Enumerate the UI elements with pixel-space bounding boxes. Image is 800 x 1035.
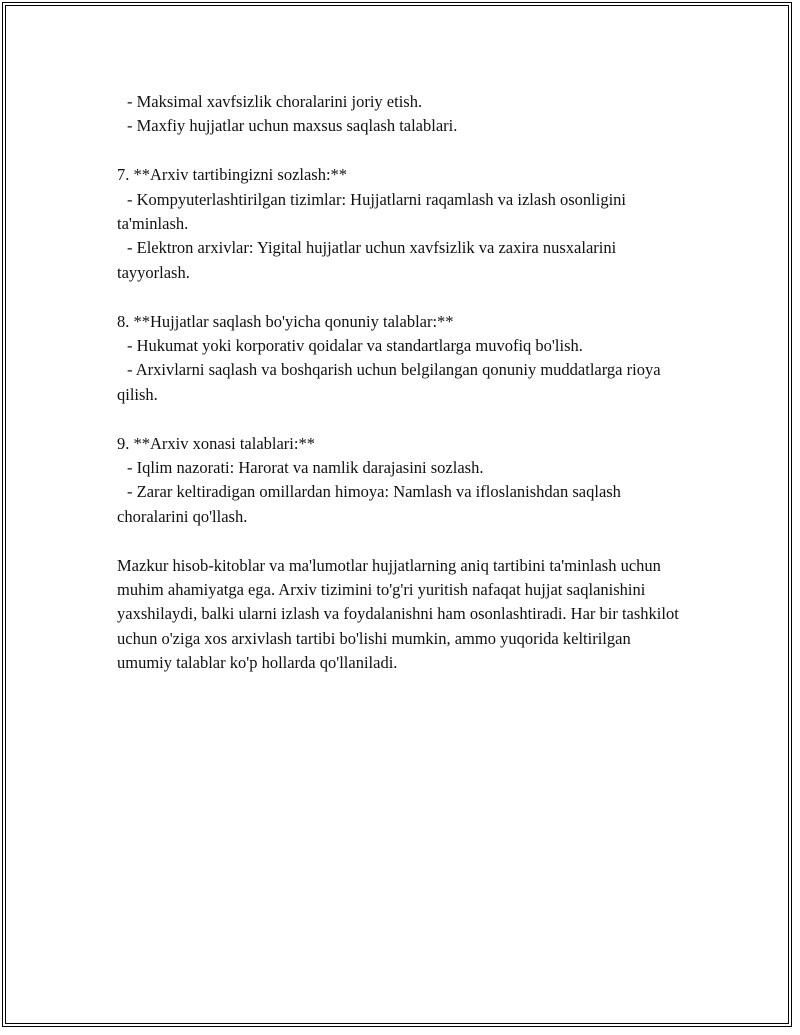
list-item: - Zarar keltiradigan omillardan himoya: Namlash va ifloslanishdan saqlash choralarini qo'llash. — [117, 482, 626, 526]
list-item: - Elektron arxivlar: Yigital hujjatlar uchun xavfsizlik va zaxira nusxalarini tayyorlash. — [117, 238, 621, 282]
document-body — [117, 90, 687, 676]
list-item: - Maksimal xavfsizlik choralarini joriy etish. — [127, 92, 423, 111]
list-item: - Kompyuterlashtirilgan tizimlar: Hujjatlarni raqamlash va izlash osonligini ta'minlash. — [117, 189, 631, 234]
list-item: - Hukumat yoki korporativ qoidalar va standartlarga muvofiq bo'lish. — [127, 336, 583, 356]
paragraph-gap — [117, 407, 687, 431]
conclusion-paragraph: Mazkur hisob-kitoblar va ma'lumotlar hujjatlarning aniq tartibini ta'minlash uchun muhim ahamiyatga ega. Arxiv tizimini to'g'ri yuritish nafaqat hujjat saqlanishini yaxshilaydi, balki ularni izlash va foydalanishni ham osonlashtiradi. Har bir tashkilot uchun o'ziga xos arxivlash tartibi bo'lishi mumkin, ammo yuqorida keltirilgan umumiy talablar ko'p hollarda qo'llaniladi. — [117, 555, 683, 673]
section-heading-8: 8. **Hujjatlar saqlash bo'yicha qonuniy talablar:** — [117, 311, 454, 331]
list-item: - Arxivlarni saqlash va boshqarish uchun belgilangan qonuniy muddatlarga rioya qilish. — [117, 360, 665, 404]
section-heading-7: 7. **Arxiv tartibingizni sozlash:** — [117, 165, 348, 185]
section-heading-9: 9. **Arxiv xonasi talablari:** — [117, 433, 315, 453]
list-item: - Iqlim nazorati: Harorat va namlik darajasini sozlash. — [127, 458, 484, 478]
list-item: - Maxfiy hujjatlar uchun maxsus saqlash talablari. — [127, 116, 458, 136]
paragraph-gap — [117, 285, 687, 309]
paragraph-gap — [117, 139, 687, 163]
paragraph-gap — [117, 529, 687, 553]
